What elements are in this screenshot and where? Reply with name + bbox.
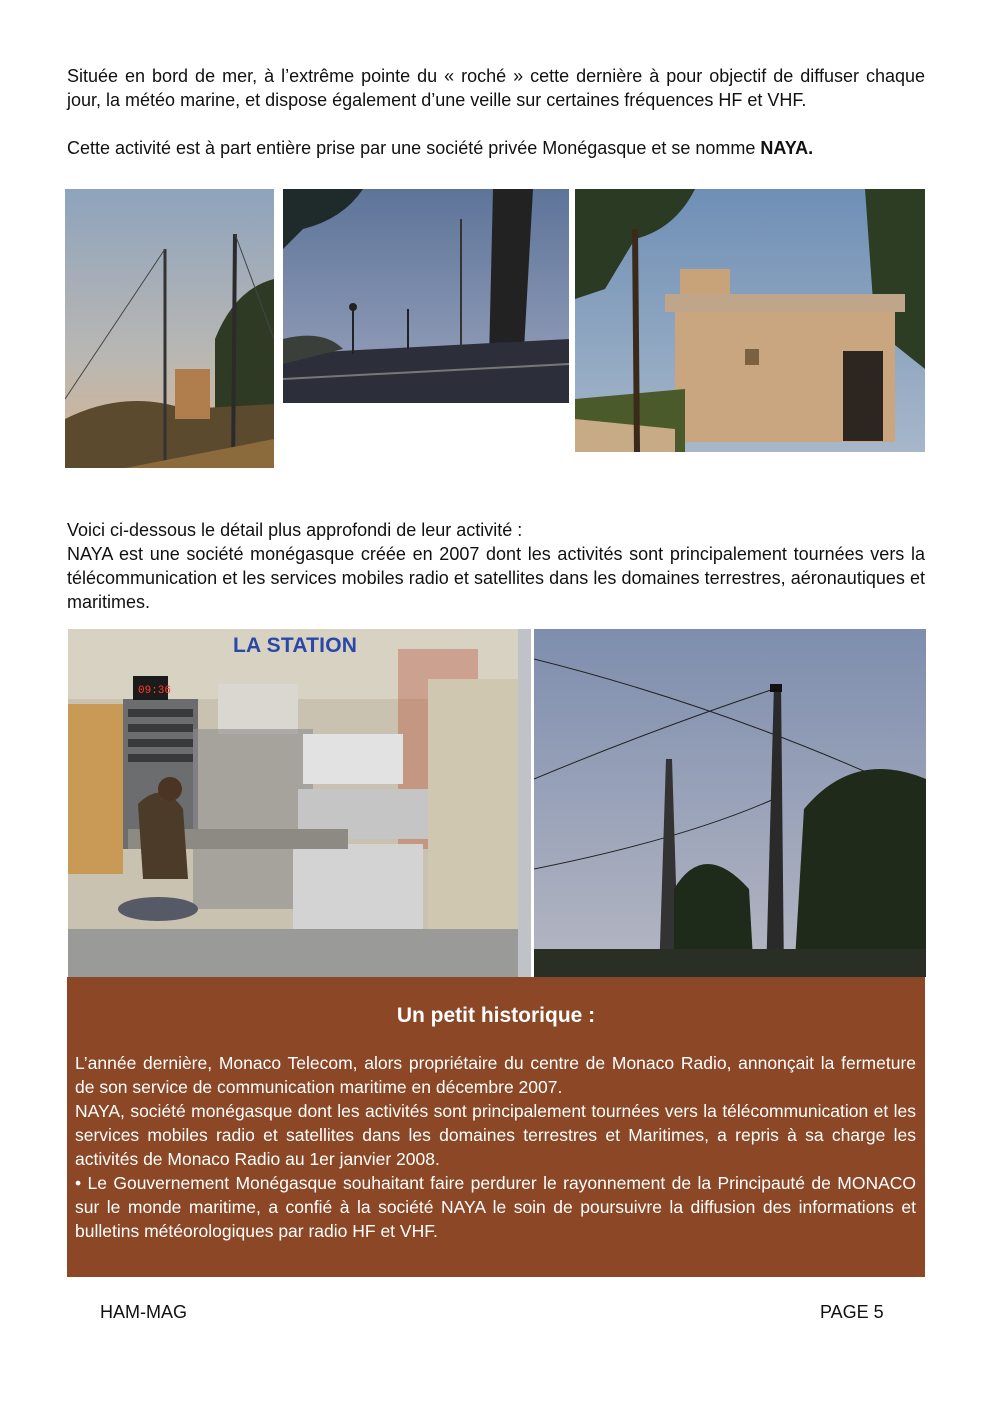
intro-paragraph-2 [67, 136, 925, 160]
photo-antenna-sky [534, 629, 926, 977]
clock-text: 09:36 [138, 685, 172, 697]
photo-station-building [575, 189, 925, 452]
historique-box [67, 977, 925, 1277]
historique-paragraph-2: NAYA, société monégasque dont les activités sont principalement tournées vers la télécommunication et les services mobiles radio et satellites dans les domaines terrestres et Maritimes, a repris à sa charge les activités de Monaco Radio au 1er janvier 2008. [75, 1101, 916, 1169]
footer-page-number: PAGE 5 [820, 1302, 884, 1322]
historique-title: Un petit historique : [396, 1004, 596, 1027]
historique-paragraph-3: • Le Gouvernement Monégasque souhaitant faire perdurer le rayonnement de la Principauté de MONACO sur le monde maritime, a confié à la société NAYA le soin de poursuivre la diffusion des informations et bulletins météorologiques par radio HF et VHF. [75, 1173, 916, 1241]
intro-paragraph [67, 64, 925, 112]
detail-text-2: NAYA est une société monégasque créée en 2007 dont les activités sont principalement tournées vers la télécommunication et les services mobiles radio et satellites dans les domaines terrestres, aéronautiques et maritimes. [67, 544, 925, 612]
historique-body [75, 1051, 916, 1243]
photo-station-room [68, 629, 531, 977]
photo-antenna-masts [65, 189, 274, 468]
intro-text-2: Cette activité est à part entière prise par une société privée Monégasque et se nomme [67, 138, 761, 158]
detail-paragraph [67, 518, 925, 614]
footer-magazine-name: HAM-MAG [100, 1302, 187, 1322]
detail-text-1: Voici ci-dessous le détail plus approfondi de leur activité : [67, 520, 523, 540]
photo-mast-walkway [283, 189, 569, 403]
intro-text-1: Située en bord de mer, à l’extrême pointe du « roché » cette dernière à pour objectif de diffuser chaque jour, la météo marine, et dispose également d’une veille sur certaines fréquences HF et VHF. [67, 66, 925, 110]
station-title: LA STATION [233, 634, 358, 657]
naya-bold: NAYA. [760, 138, 814, 158]
historique-paragraph-1: L’année dernière, Monaco Telecom, alors propriétaire du centre de Monaco Radio, annonçait la fermeture de son service de communication maritime en décembre 2007. [75, 1053, 916, 1097]
